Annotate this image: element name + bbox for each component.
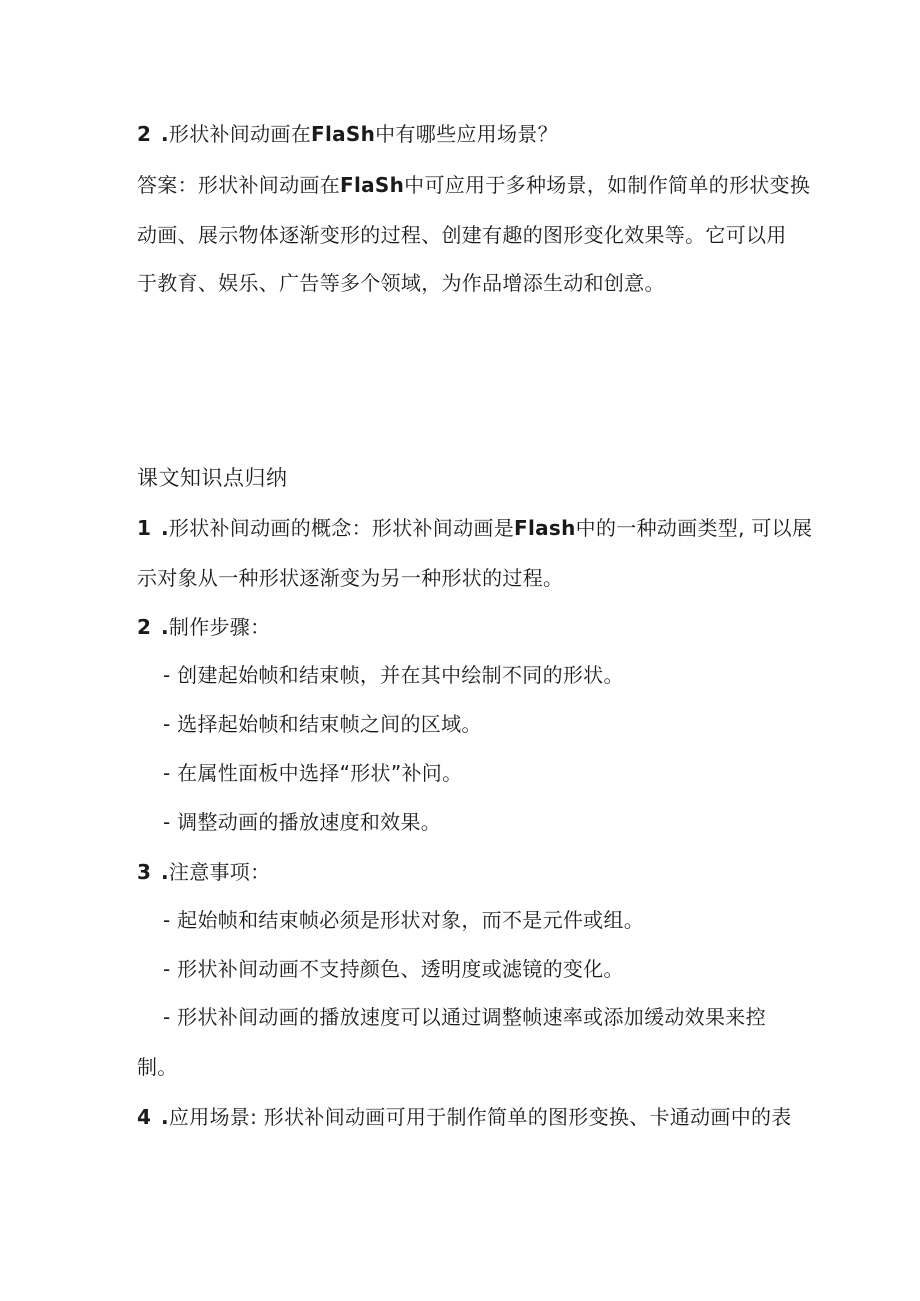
question-flash: FlaSh — [311, 122, 376, 146]
item-3-text: 注意事项： — [168, 860, 271, 884]
summary-item-3 — [137, 859, 270, 885]
question-text-b: 中有哪些应用场景？ — [375, 122, 558, 146]
item-1-text-b: 中的一种动画类型, 可以展 — [575, 516, 813, 540]
answer-line-2: 动画、展示物体逐渐变形的过程、创建有趣的图形变化效果等。它可以用 — [137, 223, 787, 247]
item-2-sub-1: - 创建起始帧和结束帧，并在其中绘制不同的形状。 — [163, 663, 624, 687]
item-3-number: 3 — [137, 860, 152, 884]
answer-text-b: 中可应用于多种场景，如制作简单的形状变换 — [404, 173, 811, 197]
answer-text-a: 答案：形状补间动画在 — [137, 173, 340, 197]
item-3-continuation: 制。 — [137, 1055, 178, 1079]
item-3-dot: . — [161, 860, 169, 884]
item-1-flash: Flash — [514, 516, 576, 540]
question-number: 2 — [137, 122, 152, 146]
summary-item-1-line-2: 示对象从一种形状逐渐变为另一种形状的过程。 — [137, 566, 564, 590]
item-1-dot: . — [161, 516, 169, 540]
summary-heading: 课文知识点归纳 — [137, 466, 288, 490]
item-2-sub-3: - 在属性面板中选择“形状”补问。 — [163, 761, 463, 785]
question-line — [137, 121, 558, 147]
item-2-number: 2 — [137, 615, 152, 639]
answer-line-1 — [137, 172, 810, 198]
item-4-text: 应用场景: 形状补间动画可用于制作简单的图形变换、卡通动画中的表 — [168, 1105, 792, 1129]
item-2-sub-4: - 调整动画的播放速度和效果。 — [163, 810, 442, 834]
item-3-sub-1: - 起始帧和结束帧必须是形状对象，而不是元件或组。 — [163, 908, 645, 932]
item-2-dot: . — [161, 615, 169, 639]
summary-item-1 — [137, 515, 812, 541]
question-dot: . — [161, 122, 169, 146]
item-3-sub-2: - 形状补间动画不支持颜色、透明度或滤镜的变化。 — [163, 957, 624, 981]
item-1-text-a: 形状补间动画的概念：形状补间动画是 — [168, 516, 515, 540]
item-2-text: 制作步骤： — [168, 615, 271, 639]
item-4-dot: . — [161, 1105, 169, 1129]
item-1-number: 1 — [137, 516, 152, 540]
question-text-a: 形状补间动画在 — [168, 122, 312, 146]
answer-flash: FlaSh — [340, 173, 405, 197]
answer-line-3: 于教育、娱乐、广告等多个领域，为作品增添生动和创意。 — [137, 271, 665, 295]
summary-item-2 — [137, 614, 270, 640]
item-2-sub-2: - 选择起始帧和结束帧之间的区域。 — [163, 712, 482, 736]
item-3-sub-3: - 形状补间动画的播放速度可以通过调整帧速率或添加缓动效果来控 — [163, 1005, 766, 1029]
summary-item-4 — [137, 1104, 792, 1130]
item-4-number: 4 — [137, 1105, 152, 1129]
